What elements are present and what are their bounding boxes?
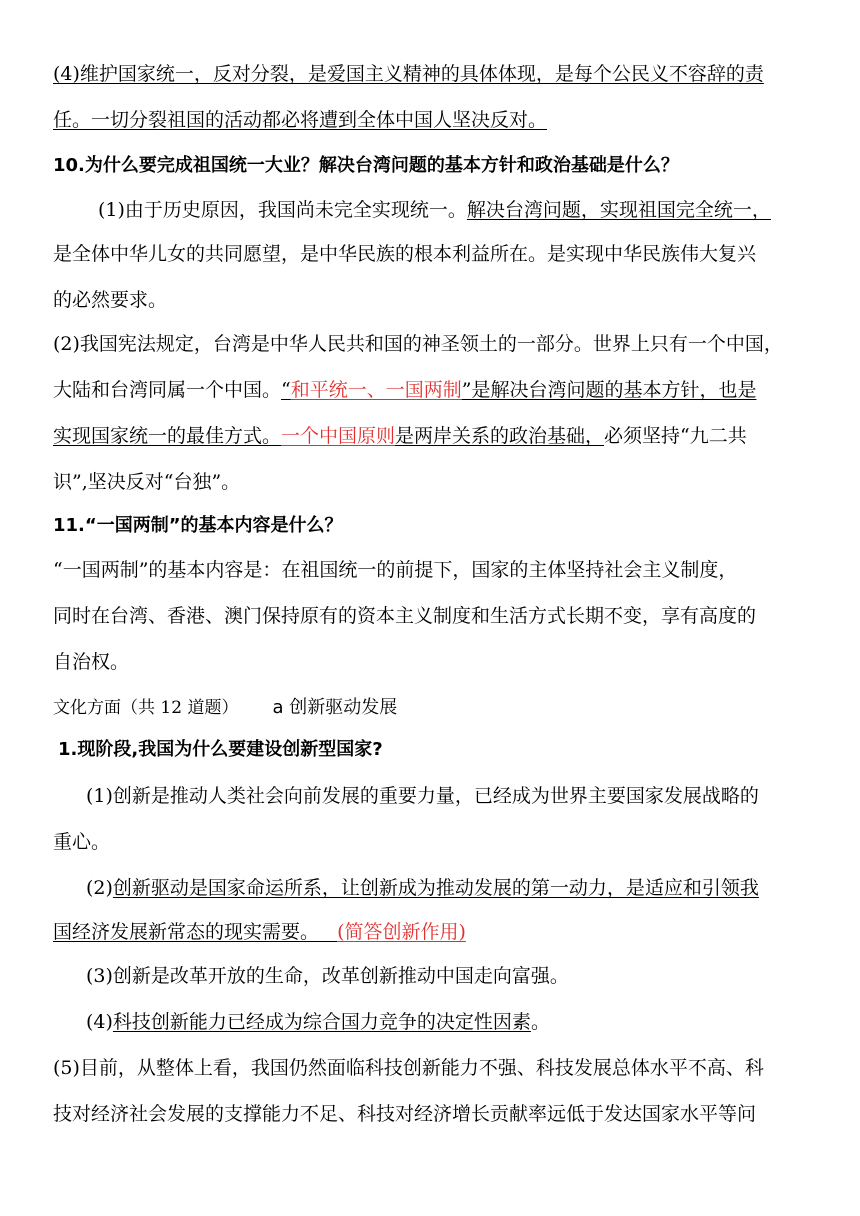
q10-p2-line2-red: 和平统一、一国两制	[290, 379, 462, 401]
q10-p2-line2-b: ”是解决台湾问题的基本方针，也是	[461, 379, 757, 401]
q10-p1-line1-b: 解决台湾问题，实现祖国完全统一，	[466, 199, 771, 221]
q1-p2-line2-red: (简答创新作用)	[337, 921, 466, 943]
q1-p2-line1	[86, 876, 846, 900]
q10-p2-line2-quote: “	[281, 379, 291, 401]
q10-p2-line1: (2)我国宪法规定，台湾是中华人民共和国的神圣领土的一部分。世界上只有一个中国，	[53, 333, 783, 355]
q1-p2-line2-a: 国经济发展新常态的现实需要。	[53, 921, 320, 943]
q1-p2-line1-b: 创新驱动是国家命运所系，让创新成为推动发展的第一动力，是适应和引领我	[112, 877, 759, 899]
q10-p2-line2-a: 大陆和台湾同属一个中国。	[53, 379, 282, 401]
q1-p4-b: 科技创新能力已经成为综合国力竞争的决定性因素	[112, 1011, 531, 1033]
q10-p2-line2	[53, 378, 813, 402]
q1-p5-line2: 技对经济社会发展的支撑能力不足、科技对经济增长贡献率远低于发达国家水平等问	[53, 1103, 757, 1125]
q10-p2-line3-red: 一个中国原则	[281, 425, 396, 447]
q1-p1-line2: 重心。	[53, 831, 111, 853]
q1-p2-line1-a: (2)	[86, 877, 113, 899]
q1-p3: (3)创新是改革开放的生命，改革创新推动中国走向富强。	[86, 965, 569, 987]
para4-line1: (4)维护国家统一，反对分裂，是爱国主义精神的具体体现，是每个公民义不容辞的责	[53, 63, 764, 85]
q11-line3: 自治权。	[53, 651, 130, 673]
q1-p1-line1: (1)创新是推动人类社会向前发展的重要力量，已经成为世界主要国家发展战略的	[86, 785, 759, 807]
q1-p4-a: (4)	[86, 1011, 113, 1033]
section-label: 文化方面（共 12 道题）	[53, 698, 239, 718]
q10-p2-line4: 识”,坚决反对“台独”。	[53, 471, 241, 493]
q10-p1-line2: 是全体中华儿女的共同愿望，是中华民族的根本利益所在。是实现中华民族伟大复兴	[53, 243, 757, 265]
q1-p5-line1: (5)目前，从整体上看，我国仍然面临科技创新能力不强、科技发展总体水平不高、科	[53, 1057, 764, 1079]
q1-title: 1.现阶段,我国为什么要建设创新型国家?	[58, 739, 383, 760]
q10-p1-line1-a: (1)由于历史原因，我国尚未完全实现统一。	[98, 199, 467, 221]
q10-p1-line3: 的必然要求。	[53, 289, 168, 311]
q11-title: 11.“一国两制”的基本内容是什么？	[53, 515, 343, 536]
q1-p4	[86, 1010, 846, 1034]
section-heading	[53, 695, 813, 720]
q10-p1-line1	[98, 198, 858, 222]
q11-line1: “一国两制”的基本内容是：在祖国统一的前提下，国家的主体坚持社会主义制度，	[53, 559, 738, 581]
q10-p2-line3	[53, 424, 813, 448]
q10-p2-line3-a: 实现国家统一的最佳方式。	[53, 425, 282, 447]
q10-p2-line3-b: 是两岸关系的政治基础，	[395, 425, 605, 447]
q1-p2-line2	[53, 920, 813, 944]
q10-title: 10.为什么要完成祖国统一大业？解决台湾问题的基本方针和政治基础是什么？	[53, 155, 679, 176]
q10-p2-line3-c: 必须坚持“九二共	[604, 425, 747, 447]
q1-p2-line2-gap	[319, 921, 337, 943]
q11-line2: 同时在台湾、香港、澳门保持原有的资本主义制度和生活方式长期不变，享有高度的	[53, 605, 757, 627]
para4-line2-text: 任。一切分裂祖国的活动都必将遭到全体中国人坚决反对。	[53, 109, 548, 131]
para4-line2	[53, 108, 813, 132]
q1-p4-c: 。	[530, 1011, 550, 1033]
section-topic: a 创新驱动发展	[272, 697, 398, 718]
